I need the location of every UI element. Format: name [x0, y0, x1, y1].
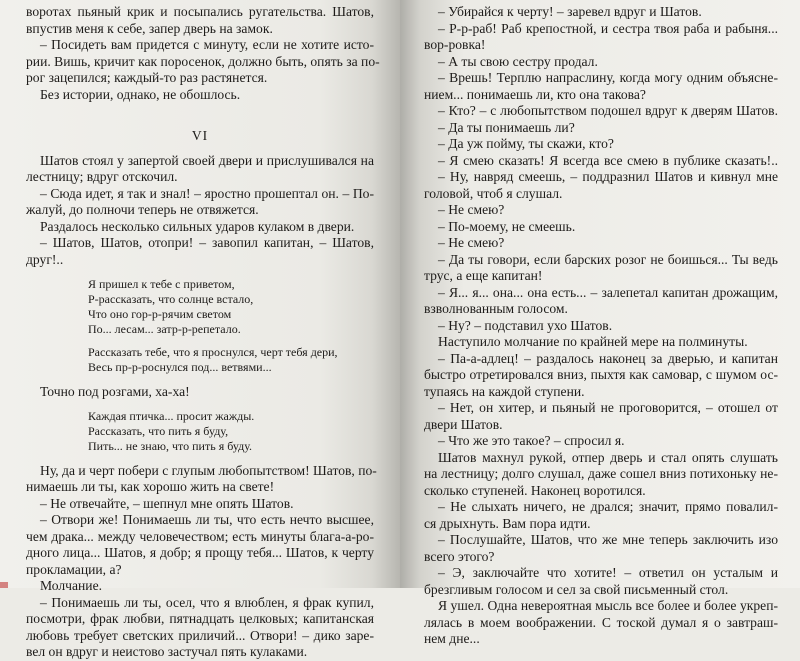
text-line: лестницу; вдруг отскочил. [26, 169, 178, 184]
text-line: – Что же это такое? – спросил я. [438, 433, 625, 448]
verse-line: Р-рассказать, что солнце встало, [88, 292, 254, 306]
text-line: Наступило молчание по крайней мере на полминуты. [438, 334, 748, 349]
verse-line: Что оно гор-р-рячим светом [88, 307, 232, 321]
text-line: нием... понимаешь ли, кто она такова? [424, 86, 646, 102]
text-line: – Посидеть вам придется с минуту, если не хотите исто- [40, 37, 374, 52]
text-line: – Ну, навряд смеешь, – поддразнил Шатов и кивнул мне [438, 169, 778, 184]
text-line: на лестницу; долго слушал, даже сошел вниз потихоньку не- [424, 466, 778, 481]
text-line: трус, а еще капитан! [424, 268, 543, 283]
text-line: – Ну? – подставил ухо Шатов. [438, 317, 613, 333]
verse-line: Пить... не знаю, что пить я буду. [88, 438, 253, 453]
text-line: дного лица... Шатов, я добр; я прощу тебя... Шатов, к черту [26, 545, 374, 560]
text-line: – Не смею? [438, 202, 505, 217]
text-line: ся дрыхнуть. Вам пора идти. [424, 515, 591, 531]
text-line: – Э, заключайте что хотите! – ответил он усталым и [438, 565, 778, 580]
thumb-mark [0, 582, 8, 588]
text-line: рог зацепился; каждый-то раз растянется. [26, 70, 268, 85]
text-line: вор-ровка! [424, 37, 486, 52]
text-line: лялась в моем воображении. С тоской думал я о завтраш- [424, 614, 778, 630]
text-line: – Я смею сказать! Я всегда все смею в публике сказать!.. [438, 152, 778, 168]
text-line: посмотри, фрак любви, пятнадцать целковых; капитанская [26, 611, 374, 626]
verse-block [26, 345, 374, 375]
text-line: любовь требует светских приличий... Отвори! – дико заре- [26, 627, 374, 643]
text-line: всего этого? [424, 548, 495, 564]
text-line: – Кто? – с любопытством подошел вдруг к дверям Шатов. [438, 103, 778, 118]
verse-block [26, 277, 374, 337]
text-line: брезгливым голосом и сел за свой письменный стол. [424, 581, 729, 597]
text-line: – Да ты понимаешь ли? [438, 119, 575, 135]
text-line: – Отвори же! Понимаешь ли ты, что есть нечто высшее, [40, 512, 374, 527]
chapter-heading: VI [191, 128, 209, 143]
verse-line: Я пришел к тебе с приветом, [88, 277, 235, 291]
text-line: – Не смею? [438, 235, 505, 250]
text-line: – Понимаешь ли ты, осел, что я влюблен, я фрак купил, [40, 594, 374, 610]
text-line: – Послушайте, Шатов, что же мне теперь заключить изо [438, 532, 778, 547]
text-line: – Нет, он хитер, и пьяный не проговорится, – отошел от [438, 400, 778, 415]
text-line: Без истории, однако, не обошлось. [40, 86, 241, 102]
text-line: Ну, да и черт побери с глупым любопытством! Шатов, по- [40, 462, 377, 478]
text-line: впустив меня к себе, запер дверь на замок. [26, 20, 273, 36]
text-line: жалуй, до полночи теперь не отвяжется. [26, 202, 259, 217]
text-line: – Да ты говори, если барских розог не боишься... Ты ведь [438, 251, 778, 267]
text-line: взволнованным голосом. [424, 301, 568, 316]
text-line: – Я... я... она... она есть... – залепетал капитан дрожащим, [438, 284, 778, 300]
text-line: головой, чтоб я слушал. [424, 185, 563, 201]
text-line: сколько ступеней. Наконец воротился. [424, 482, 646, 498]
left-text-column [26, 4, 380, 661]
text-line: друг!.. [26, 251, 64, 267]
text-line: – По-моему, не смеешь. [438, 218, 576, 234]
text-line: Молчание. [40, 578, 103, 593]
text-line: – Па-а-адлец! – раздалось наконец за дверью, и капитан [438, 350, 778, 366]
right-text-column [424, 4, 778, 648]
text-line: вел он вдруг и неистово застучал пять кулаками. [26, 644, 308, 659]
left-page [0, 0, 400, 659]
text-line: прокламации, а? [26, 561, 122, 577]
text-line: – Сюда идет, я так и знал! – яростно прошептал он. – По- [40, 185, 374, 201]
text-line: тупаясь на каждой ступени. [424, 383, 585, 399]
right-page [400, 0, 800, 646]
text-line: воротах пьяный крик и посыпались ругательства. Шатов, [26, 4, 374, 19]
text-line: чем драка... между человечеством; есть минуты блага-а-ро- [26, 528, 374, 544]
text-line: Шатов стоял у запертой своей двери и прислушивался на [40, 152, 374, 168]
text-line: рии. Вишь, кричит как поросенок, должно быть, опять за по- [26, 53, 380, 69]
text-line: – А ты свою сестру продал. [438, 53, 598, 69]
text-line: двери Шатов. [424, 416, 503, 432]
text-line: Точно под розгами, ха-ха! [40, 384, 190, 399]
text-line: – Шатов, Шатов, отопри! – завопил капитан, – Шатов, [40, 235, 374, 250]
text-line: Я ушел. Одна невероятная мысль все более и более укреп- [438, 598, 778, 613]
verse-line: Рассказать, что пить я буду, [88, 423, 229, 438]
text-line: нимаешь ли ты, как хорошо жить на свете! [26, 479, 275, 494]
verse-line: Каждая птичка... просит жажды. [88, 408, 255, 423]
verse-line: Рассказать тебе, что я проснулся, черт тебя дери, [88, 345, 338, 359]
text-line: нем дне... [424, 631, 480, 646]
text-line: – Не слыхать ничего, не дрался; значит, прямо повалил- [438, 499, 778, 514]
text-line: – Р-р-раб! Раб крепостной, и сестра твоя раба и рабыня... [438, 20, 778, 36]
text-line: Шатов махнул рукой, отпер дверь и стал опять слушать [438, 449, 778, 465]
verse-line: Весь пр-р-роснулся под... ветвями... [88, 360, 272, 374]
verse-line: По... лесам... затр-р-репетало. [88, 322, 241, 336]
text-line: – Да уж пойму, ты скажи, кто? [438, 136, 614, 151]
text-line: Раздалось несколько сильных ударов кулаком в двери. [40, 218, 355, 234]
text-line: – Не отвечайте, – шепнул мне опять Шатов. [40, 495, 294, 511]
text-line: быстро отретировался вниз, пыхтя как самовар, с шумом ос- [424, 367, 778, 382]
text-line: – Врешь! Терплю напраслину, когда могу одним объясне- [438, 70, 778, 85]
text-line: – Убирайся к черту! – заревел вдруг и Шатов. [438, 4, 702, 19]
verse-block [26, 409, 374, 454]
